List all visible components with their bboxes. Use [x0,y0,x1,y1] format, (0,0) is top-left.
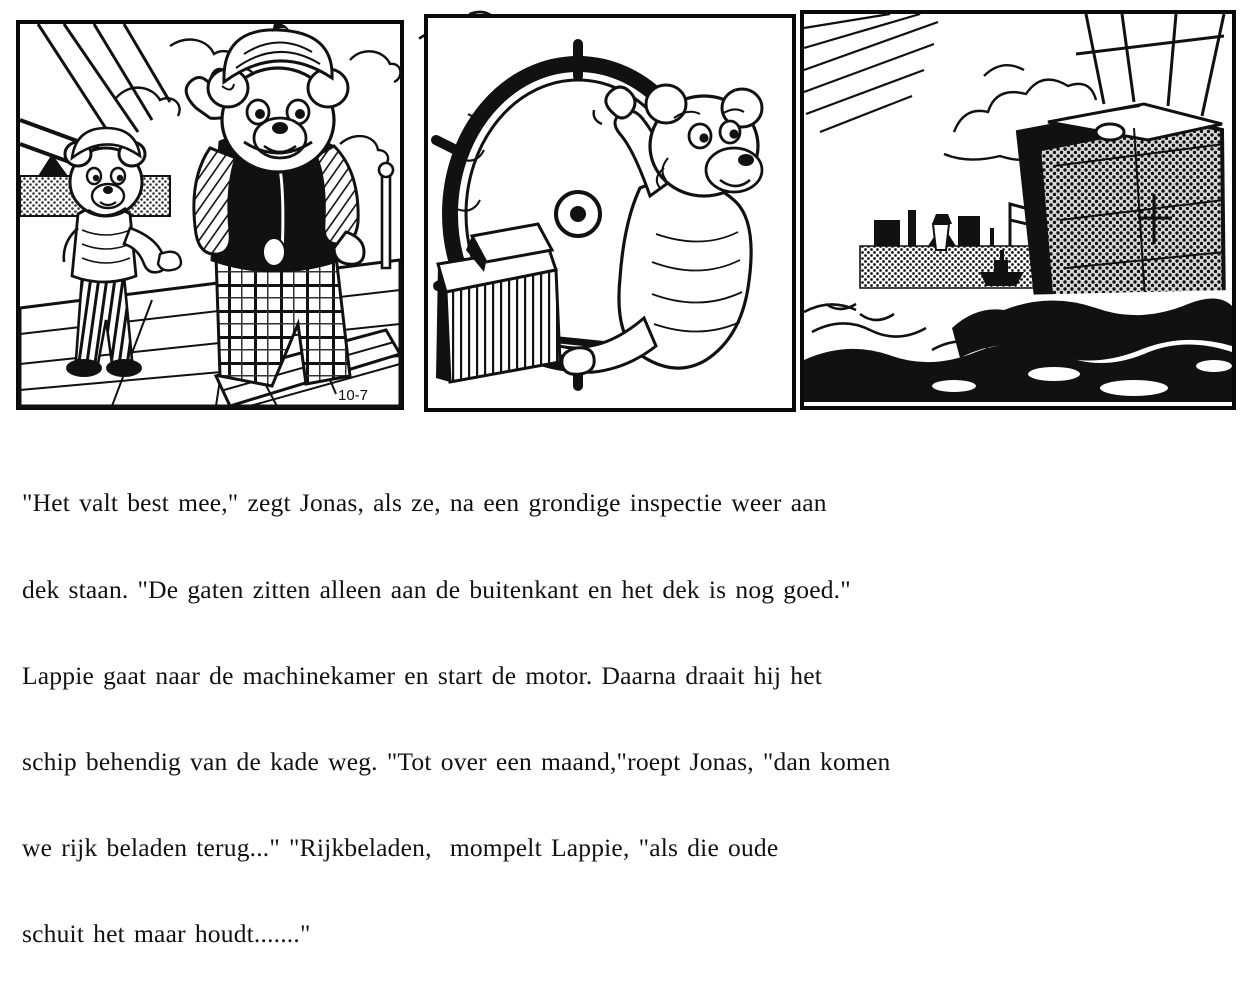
caption-line-5: we rijk beladen terug..." "Rijkbeladen, mompelt Lappie, "als die oude [22,832,779,862]
panel-1-art [20,24,400,406]
caption-line-6: schuit het maar houdt......." [22,918,311,948]
caption-line-1: "Het valt best mee," zegt Jonas, als ze, na een grondige inspectie weer aan [22,488,827,518]
caption-line-2: dek staan. "De gaten zitten alleen aan de buitenkant en het dek is nog goed." [22,574,851,604]
panel-engine-room [424,14,796,412]
caption-text [22,432,1230,1006]
caption-line-4: schip behendig van de kade weg. "Tot over een maand,"roept Jonas, "dan komen [22,746,891,776]
panel-ship-leaving-quay [800,10,1236,410]
panel-deck-conversation [16,20,404,410]
panel-3-art [804,14,1232,406]
panel-note: 10-7 [338,387,369,404]
caption-line-3: Lappie gaat naar de machinekamer en start de motor. Daarna draait hij het [22,660,823,690]
comic-strip [0,0,1250,420]
panel-2-art [428,18,792,408]
